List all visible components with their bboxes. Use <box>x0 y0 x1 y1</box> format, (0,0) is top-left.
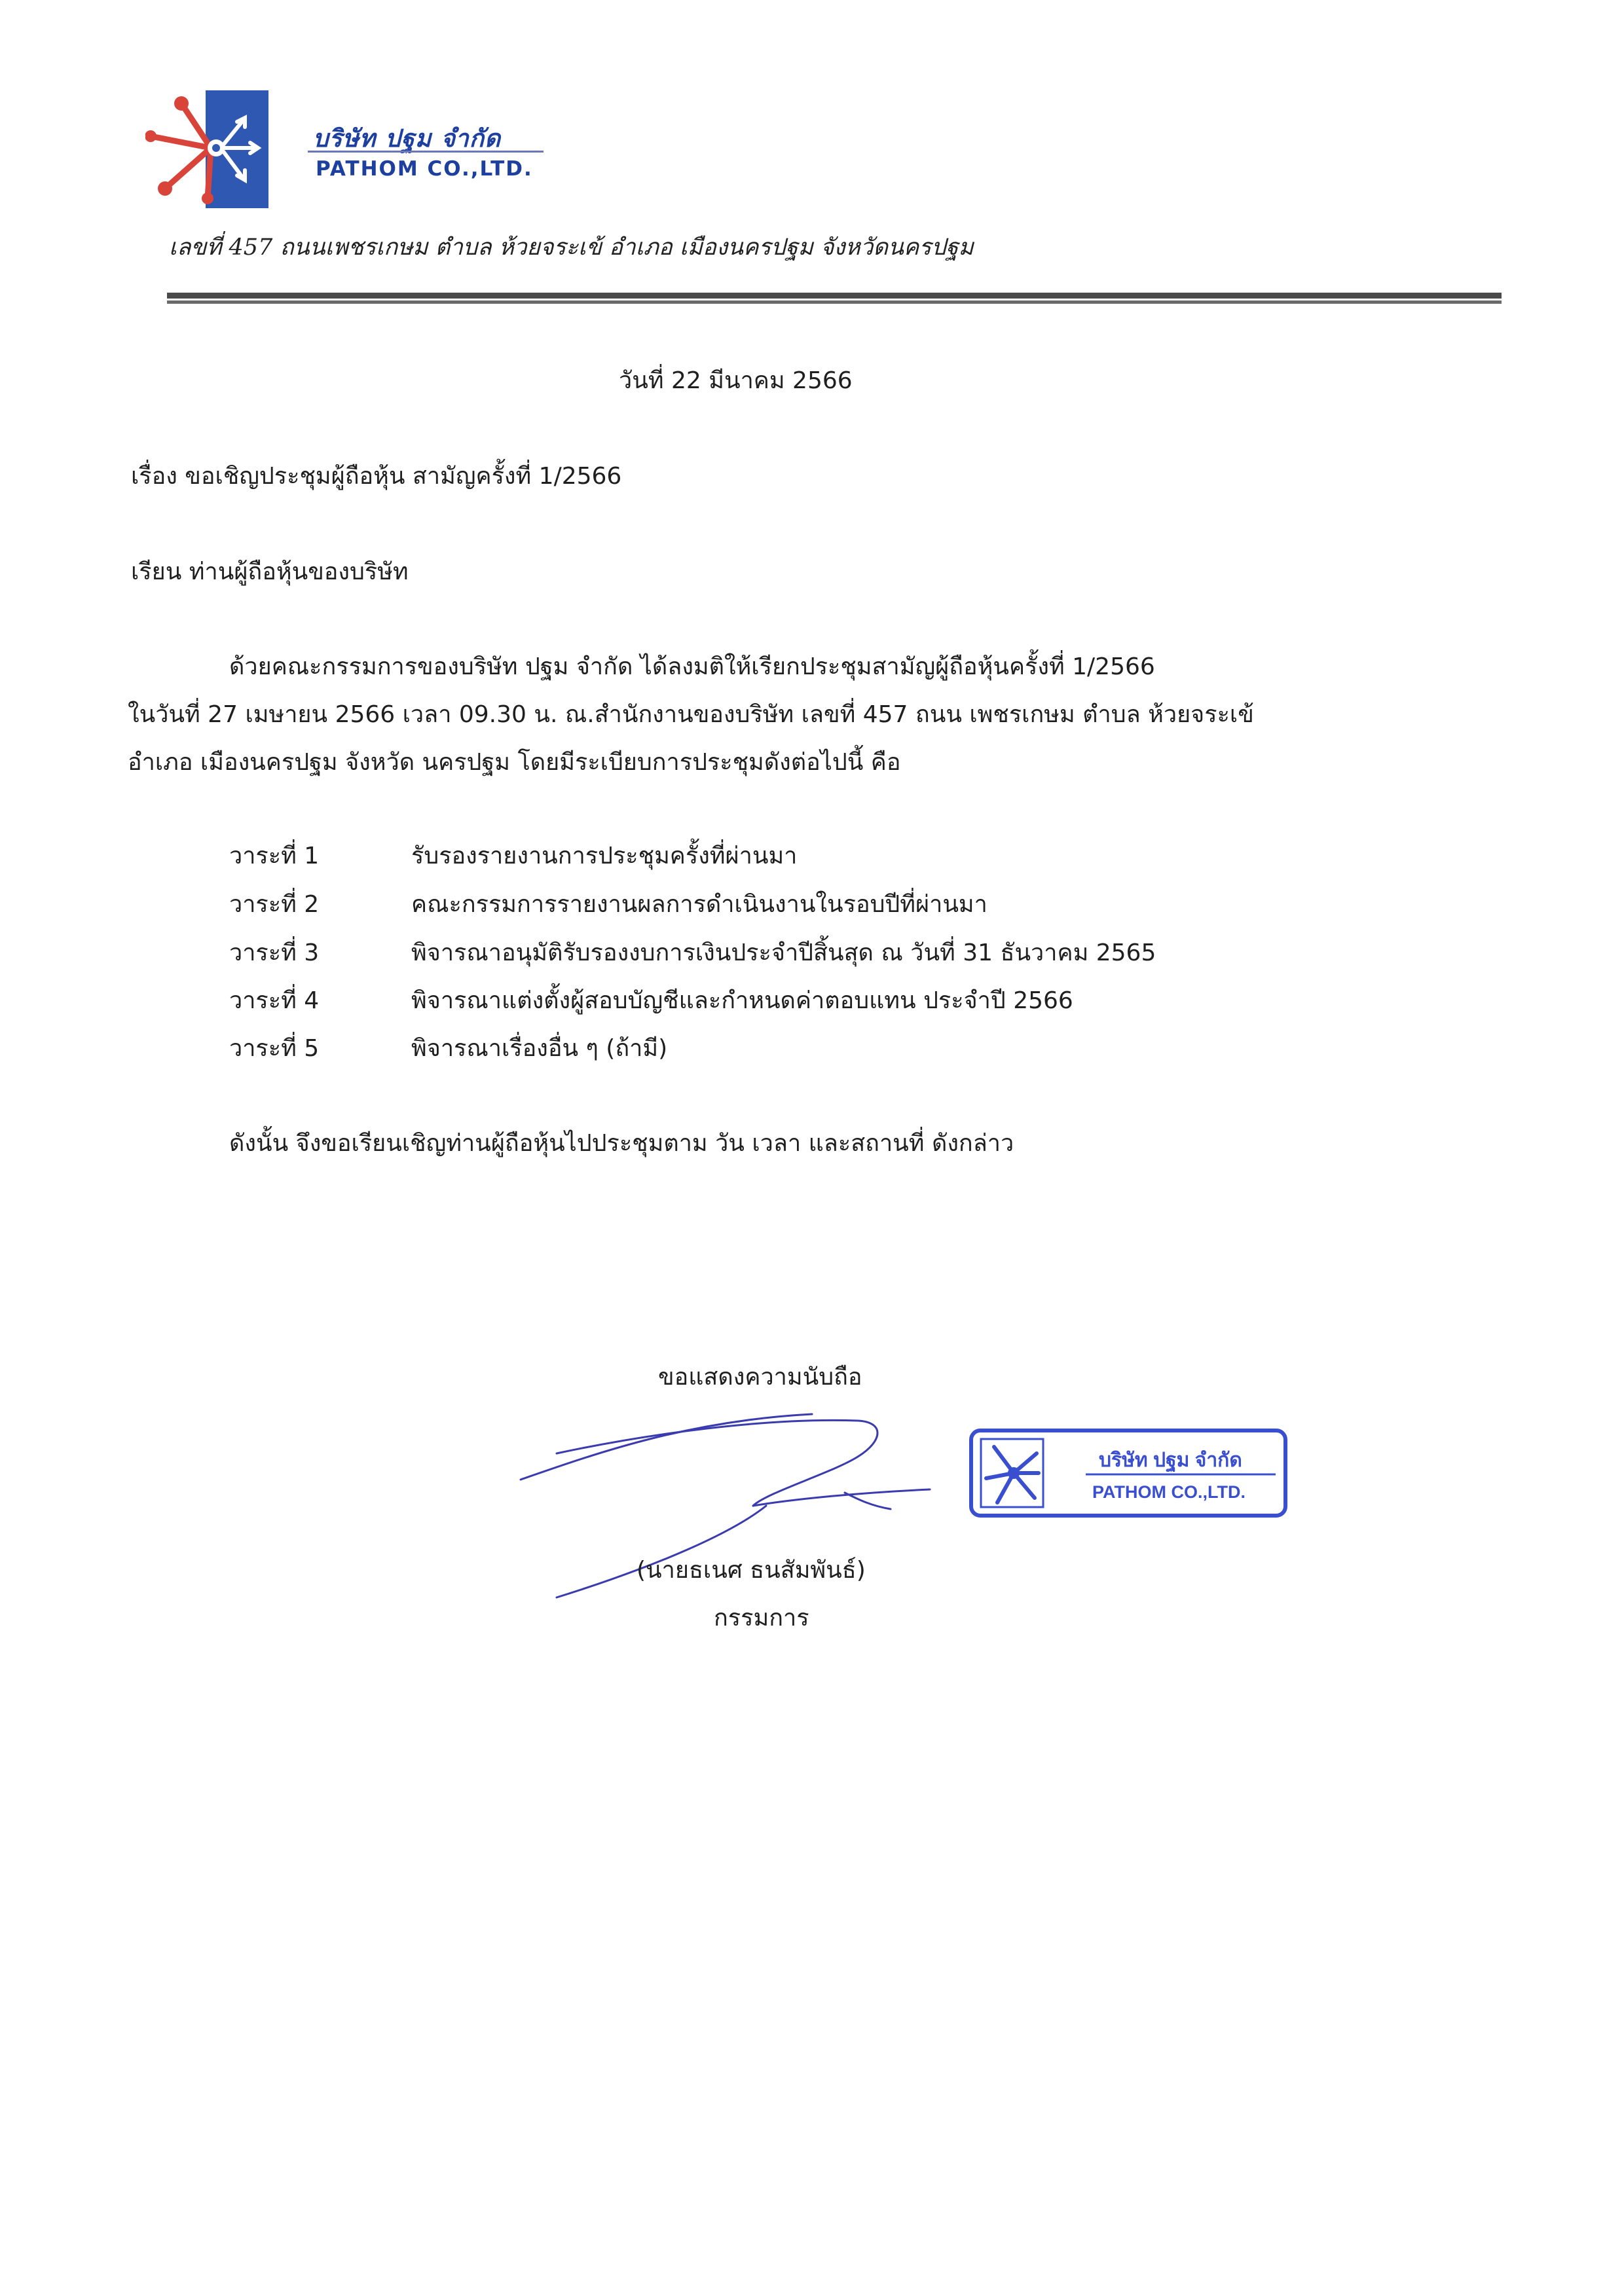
svg-text:บริษัท ปฐม จำกัด: บริษัท ปฐม จำกัด <box>1099 1449 1242 1471</box>
company-logo <box>145 90 270 208</box>
company-stamp <box>968 1427 1289 1519</box>
agenda-item-text: พิจารณาเรื่องอื่น ๆ (ถ้ามี) <box>411 1035 668 1062</box>
header-rule-secondary <box>167 301 1502 304</box>
signer-title: กรรมการ <box>714 1605 809 1631</box>
company-name-thai: บริษัท ปฐม จำกัด <box>313 124 502 153</box>
agenda-item-label: วาระที่ 4 <box>229 987 320 1014</box>
signer-name: (นายธเนศ ธนสัมพันธ์) <box>637 1557 866 1584</box>
svg-text:PATHOM CO.,LTD.: PATHOM CO.,LTD. <box>1092 1482 1246 1502</box>
intro-paragraph-line-3: อำเภอ เมืองนครปฐม จังหวัด นครปฐม โดยมีระเบียบการประชุมดังต่อไปนี้ คือ <box>128 749 901 776</box>
letter-subject: เรื่อง ขอเชิญประชุมผู้ถือหุ้น สามัญครั้งที่ 1/2566 <box>131 463 622 490</box>
company-name-english: PATHOM CO.,LTD. <box>316 157 533 181</box>
agenda-item-text: พิจารณาอนุมัติรับรองงบการเงินประจำปีสิ้นสุด ณ วันที่ 31 ธันวาคม 2565 <box>411 939 1156 966</box>
intro-paragraph-line-1: ด้วยคณะกรรมการของบริษัท ปฐม จำกัด ได้ลงมติให้เรียกประชุมสามัญผู้ถือหุ้นครั้งที่ 1/2566 <box>229 653 1155 680</box>
agenda-item-label: วาระที่ 3 <box>229 939 320 966</box>
agenda-item-text: รับรองรายงานการประชุมครั้งที่ผ่านมา <box>411 843 798 869</box>
agenda-item-text: พิจารณาแต่งตั้งผู้สอบบัญชีและกำหนดค่าตอบแทน ประจำปี 2566 <box>411 987 1073 1014</box>
agenda-item-label: วาระที่ 5 <box>229 1035 320 1062</box>
letterhead-underline <box>308 151 544 153</box>
agenda-item-label: วาระที่ 2 <box>229 891 320 918</box>
letter-date: วันที่ 22 มีนาคม 2566 <box>619 367 853 394</box>
intro-paragraph-line-2: ในวันที่ 27 เมษายน 2566 เวลา 09.30 น. ณ.สำนักงานของบริษัท เลขที่ 457 ถนน เพชรเกษม ตำบล ห้วยจระเข้ <box>128 701 1254 728</box>
letter-recipient: เรียน ท่านผู้ถือหุ้นของบริษัท <box>131 558 409 585</box>
sign-off-regards: ขอแสดงความนับถือ <box>658 1364 862 1391</box>
agenda-item-label: วาระที่ 1 <box>229 843 320 869</box>
agenda-item-text: คณะกรรมการรายงานผลการดำเนินงานในรอบปีที่ผ่านมา <box>411 891 987 918</box>
closing-paragraph: ดังนั้น จึงขอเรียนเชิญท่านผู้ถือหุ้นไปประชุมตาม วัน เวลา และสถานที่ ดังกล่าว <box>229 1130 1014 1157</box>
header-rule <box>167 293 1502 299</box>
company-address: เลขที่ 457 ถนนเพชรเกษม ตำบล ห้วยจระเข้ อำเภอ เมืองนครปฐม จังหวัดนครปฐม <box>169 234 974 261</box>
